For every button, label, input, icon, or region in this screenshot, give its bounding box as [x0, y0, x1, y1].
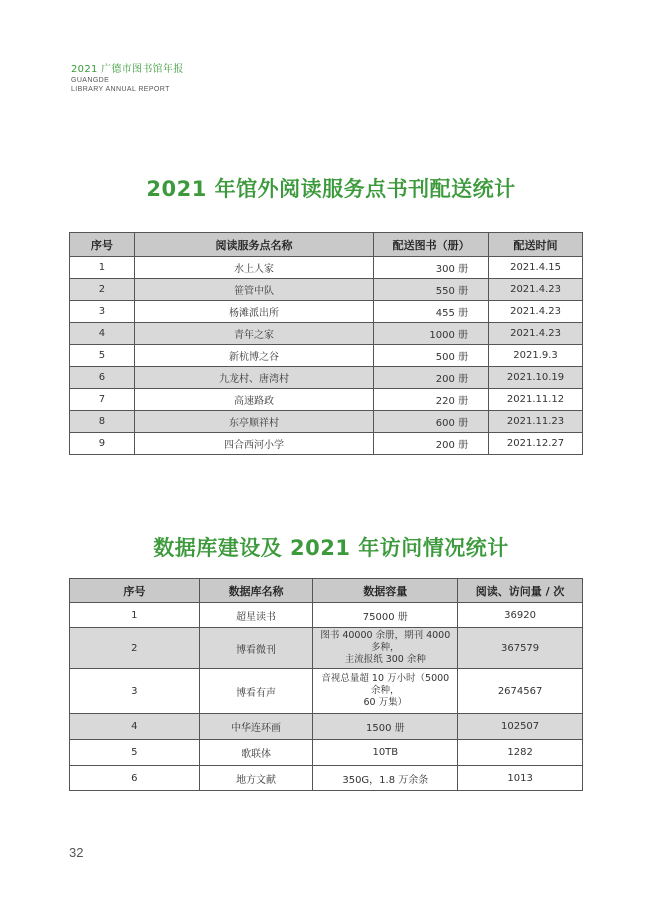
- table-row: [70, 766, 583, 791]
- table-row: [70, 740, 583, 766]
- table-cell: 歌联体: [199, 740, 313, 766]
- table-cell: 高速路政: [134, 389, 373, 411]
- table-cell: 1: [70, 603, 200, 628]
- table-cell: 600 册: [374, 411, 489, 433]
- table-cell: 4: [70, 323, 135, 345]
- table-cell: 博看微刊: [199, 628, 313, 669]
- table-cell: 音视总量超 10 万小时（5000 余种， 60 万集）: [313, 669, 458, 714]
- table-row: [70, 367, 583, 389]
- column-header: 配送时间: [489, 233, 583, 257]
- database-table: [69, 578, 583, 791]
- table-cell: 中华连环画: [199, 714, 313, 740]
- section-title-delivery: 2021 年馆外阅读服务点书刊配送统计: [146, 177, 516, 201]
- table-cell: 2: [70, 279, 135, 301]
- table-cell: 36920: [458, 603, 583, 628]
- table-row: [70, 628, 583, 669]
- table-cell: 4: [70, 714, 200, 740]
- table-cell: 500 册: [374, 345, 489, 367]
- table-row: [70, 257, 583, 279]
- delivery-table: [69, 232, 583, 455]
- table-cell: 75000 册: [313, 603, 458, 628]
- table-cell: 2021.10.19: [489, 367, 583, 389]
- report-subtitle-en-2: LIBRARY ANNUAL REPORT: [71, 86, 170, 93]
- table-cell: 四合西河小学: [134, 433, 373, 455]
- table-cell: 博看有声: [199, 669, 313, 714]
- table-cell: 图书 40000 余册，期刊 4000 多种， 主流报纸 300 余种: [313, 628, 458, 669]
- table-cell: 东亭顺祥村: [134, 411, 373, 433]
- table-cell: 2021.12.27: [489, 433, 583, 455]
- table-header-row: [70, 579, 583, 603]
- table-cell: 200 册: [374, 367, 489, 389]
- table-cell: 367579: [458, 628, 583, 669]
- table-cell: 超星读书: [199, 603, 313, 628]
- table-cell: 2021.4.23: [489, 279, 583, 301]
- table-cell: 2021.4.23: [489, 301, 583, 323]
- table-cell: 6: [70, 766, 200, 791]
- table-cell: 350G，1.8 万余条: [313, 766, 458, 791]
- table-cell: 九龙村、唐湾村: [134, 367, 373, 389]
- table-row: [70, 714, 583, 740]
- page-number: 32: [69, 845, 84, 860]
- table-cell: 笹管中队: [134, 279, 373, 301]
- table-cell: 水上人家: [134, 257, 373, 279]
- table-cell: 2021.11.12: [489, 389, 583, 411]
- table-cell: 6: [70, 367, 135, 389]
- table-cell: 550 册: [374, 279, 489, 301]
- table-row: [70, 669, 583, 714]
- column-header: 阅读、访问量 / 次: [458, 579, 583, 603]
- column-header: 数据容量: [313, 579, 458, 603]
- table-cell: 1: [70, 257, 135, 279]
- table-cell: 1000 册: [374, 323, 489, 345]
- table-cell: 2674567: [458, 669, 583, 714]
- table-cell: 200 册: [374, 433, 489, 455]
- report-title: 2021 广德市图书馆年报: [71, 64, 184, 75]
- table-row: [70, 389, 583, 411]
- table-row: [70, 345, 583, 367]
- table-row: [70, 603, 583, 628]
- column-header: 阅读服务点名称: [134, 233, 373, 257]
- table-cell: 1013: [458, 766, 583, 791]
- table-cell: 青年之家: [134, 323, 373, 345]
- table-cell: 5: [70, 740, 200, 766]
- table-cell: 2: [70, 628, 200, 669]
- table-cell: 2021.4.23: [489, 323, 583, 345]
- table-cell: 2021.4.15: [489, 257, 583, 279]
- table-cell: 220 册: [374, 389, 489, 411]
- table-cell: 5: [70, 345, 135, 367]
- table-cell: 新杭博之谷: [134, 345, 373, 367]
- table-cell: 10TB: [313, 740, 458, 766]
- table-cell: 9: [70, 433, 135, 455]
- table-cell: 7: [70, 389, 135, 411]
- table-row: [70, 411, 583, 433]
- table-cell: 455 册: [374, 301, 489, 323]
- table-cell: 300 册: [374, 257, 489, 279]
- report-header: [71, 64, 184, 94]
- table-cell: 杨滩派出所: [134, 301, 373, 323]
- table-cell: 2021.9.3: [489, 345, 583, 367]
- table-row: [70, 433, 583, 455]
- table-cell: 3: [70, 669, 200, 714]
- table-header-row: [70, 233, 583, 257]
- table-row: [70, 301, 583, 323]
- table-row: [70, 323, 583, 345]
- table-cell: 3: [70, 301, 135, 323]
- report-subtitle-en-1: GUANGDE: [71, 77, 110, 84]
- column-header: 配送图书（册）: [374, 233, 489, 257]
- table-cell: 地方文献: [199, 766, 313, 791]
- table-cell: 2021.11.23: [489, 411, 583, 433]
- column-header: 序号: [70, 579, 200, 603]
- table-cell: 1500 册: [313, 714, 458, 740]
- section-title-database: 数据库建设及 2021 年访问情况统计: [153, 536, 509, 560]
- table-row: [70, 279, 583, 301]
- table-cell: 8: [70, 411, 135, 433]
- column-header: 数据库名称: [199, 579, 313, 603]
- table-cell: 102507: [458, 714, 583, 740]
- table-cell: 1282: [458, 740, 583, 766]
- column-header: 序号: [70, 233, 135, 257]
